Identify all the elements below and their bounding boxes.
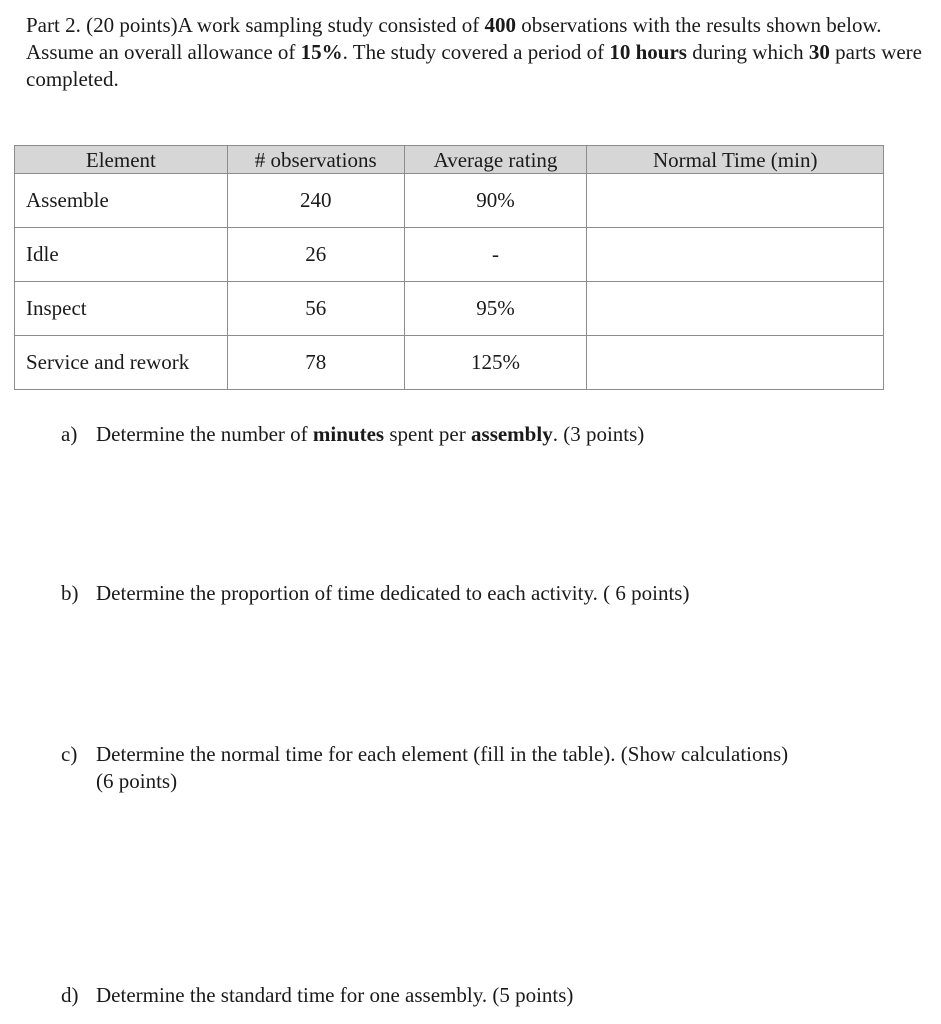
- work-sampling-table: [14, 145, 884, 390]
- cell-element: Assemble: [15, 174, 228, 228]
- cell-observations: 240: [227, 174, 404, 228]
- question-b: [61, 580, 689, 607]
- cell-observations: 78: [227, 336, 404, 390]
- question-d-text: Determine the standard time for one assembly. (5 points): [96, 983, 574, 1007]
- cell-rating: 125%: [404, 336, 587, 390]
- table-row: [15, 336, 884, 390]
- question-c-text: Determine the normal time for each element (fill in the table). (Show calculations): [96, 742, 789, 766]
- cell-element: Inspect: [15, 282, 228, 336]
- problem-statement: Part 2. (20 points)A work sampling study consisted of 400 observations with the results shown below. Assume an overall allowance of 15%. The study covered a period of 10 hours during which 30 parts were completed.: [26, 13, 922, 91]
- question-b-text: Determine the proportion of time dedicated to each activity. ( 6 points): [96, 581, 690, 605]
- header-observations: # observations: [227, 146, 404, 174]
- question-a: a) Determine the number of minutes spent per assembly. (3 points): [61, 422, 645, 446]
- cell-rating: 90%: [404, 174, 587, 228]
- table-row: [15, 174, 884, 228]
- table-row: [15, 282, 884, 336]
- cell-element: Service and rework: [15, 336, 228, 390]
- table-header-row: [15, 146, 884, 174]
- question-a-label: a): [61, 422, 78, 446]
- cell-observations: 26: [227, 228, 404, 282]
- question-d: [61, 982, 573, 1009]
- question-c-points: (6 points): [96, 769, 178, 793]
- question-d-label: d): [61, 983, 79, 1007]
- question-b-label: b): [61, 581, 79, 605]
- header-average-rating: Average rating: [404, 146, 587, 174]
- cell-normal-time: [587, 336, 884, 390]
- cell-normal-time: [587, 282, 884, 336]
- header-element: Element: [15, 146, 228, 174]
- cell-normal-time: [587, 228, 884, 282]
- header-normal-time: Normal Time (min): [587, 146, 884, 174]
- cell-rating: -: [404, 228, 587, 282]
- cell-rating: 95%: [404, 282, 587, 336]
- cell-observations: 56: [227, 282, 404, 336]
- table-row: [15, 228, 884, 282]
- cell-normal-time: [587, 174, 884, 228]
- question-c-label: c): [61, 742, 78, 766]
- question-c: [61, 741, 788, 795]
- cell-element: Idle: [15, 228, 228, 282]
